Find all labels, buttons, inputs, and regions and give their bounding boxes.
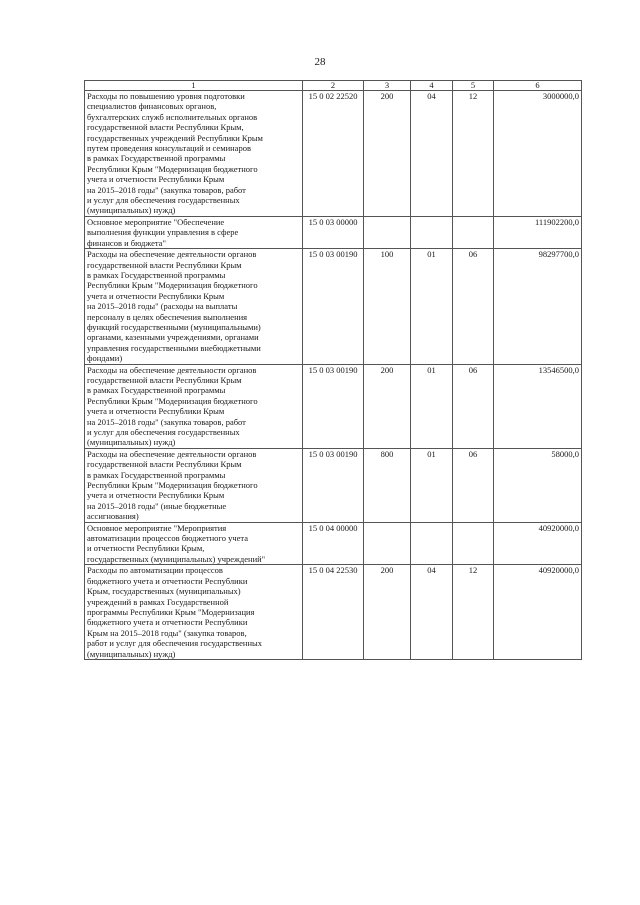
table-row: [85, 522, 582, 565]
row-code: 15 0 04 00000: [303, 522, 364, 565]
table-row: [85, 448, 582, 522]
table-row: [85, 249, 582, 364]
row-description: Расходы на обеспечение деятельности органов государственной власти Республики Крым в рамках Государственной программы Республики Крым "Модернизация бюджетного учета и отчетности Республики Крым на 2015–2018 годы" (иные бюджетные ассигнования): [85, 448, 303, 522]
table-row: [85, 216, 582, 248]
row-col4: 01: [411, 448, 453, 522]
row-col4: [411, 522, 453, 565]
row-col3: 800: [364, 448, 411, 522]
header-row: [85, 81, 582, 91]
row-col4: 01: [411, 364, 453, 448]
column-header: 2: [303, 81, 364, 91]
column-header: 4: [411, 81, 453, 91]
row-col5: [453, 522, 494, 565]
row-col3: [364, 216, 411, 248]
row-col5: 12: [453, 565, 494, 660]
column-header: 1: [85, 81, 303, 91]
row-amount: 98297700,0: [494, 249, 582, 364]
row-amount: 3000000,0: [494, 91, 582, 217]
row-code: 15 0 03 00190: [303, 448, 364, 522]
row-code: 15 0 03 00190: [303, 249, 364, 364]
row-col3: [364, 522, 411, 565]
row-description: Расходы по автоматизации процессов бюджетного учета и отчетности Республики Крым, государственных (муниципальных) учреждений в рамках Государственной программы Республики Крым "Модернизация бюджетного учета и отчетности Республики Крым на 2015–2018 годы" (закупка товаров, работ и услуг для обеспечения государственных (муниципальных) нужд): [85, 565, 303, 660]
row-amount: 58000,0: [494, 448, 582, 522]
row-description: Основное мероприятие "Мероприятия автоматизации процессов бюджетного учета и отчетности Республики Крым, государственных (муниципальных) учреждений": [85, 522, 303, 565]
row-amount: 13546500,0: [494, 364, 582, 448]
column-header: 5: [453, 81, 494, 91]
row-col3: 200: [364, 364, 411, 448]
row-description: Основное мероприятие "Обеспечение выполнения функции управления в сфере финансов и бюджета": [85, 216, 303, 248]
table-row: [85, 91, 582, 217]
column-header: 6: [494, 81, 582, 91]
row-col4: 01: [411, 249, 453, 364]
row-col4: 04: [411, 91, 453, 217]
row-col5: 12: [453, 91, 494, 217]
row-col3: 200: [364, 91, 411, 217]
row-amount: 40920000,0: [494, 522, 582, 565]
row-col3: 100: [364, 249, 411, 364]
row-col4: 04: [411, 565, 453, 660]
row-col5: 06: [453, 249, 494, 364]
row-description: Расходы по повышению уровня подготовки специалистов финансовых органов, бухгалтерских служб исполнительных органов государственной власти Республики Крым, государственных учреждений Республики Крым путем проведения консультаций и семинаров в рамках Государственной программы Республики Крым "Модернизация бюджетного учета и отчетности Республики Крым на 2015–2018 годы" (закупка товаров, работ и услуг для обеспечения государственных (муниципальных) нужд): [85, 91, 303, 217]
row-col4: [411, 216, 453, 248]
budget-table: [84, 80, 582, 660]
row-amount: 40920000,0: [494, 565, 582, 660]
row-amount: 111902200,0: [494, 216, 582, 248]
row-code: 15 0 04 22530: [303, 565, 364, 660]
row-code: 15 0 02 22520: [303, 91, 364, 217]
row-col5: [453, 216, 494, 248]
page-number: 28: [314, 56, 326, 68]
row-code: 15 0 03 00000: [303, 216, 364, 248]
table-row: [85, 565, 582, 660]
table-row: [85, 364, 582, 448]
row-col5: 06: [453, 448, 494, 522]
row-col5: 06: [453, 364, 494, 448]
row-code: 15 0 03 00190: [303, 364, 364, 448]
column-header: 3: [364, 81, 411, 91]
row-col3: 200: [364, 565, 411, 660]
row-description: Расходы на обеспечение деятельности органов государственной власти Республики Крым в рамках Государственной программы Республики Крым "Модернизация бюджетного учета и отчетности Республики Крым на 2015–2018 годы" (расходы на выплаты персоналу в целях обеспечения выполнения функций государственными (муниципальными) органами, казенными учреждениями, органами управления государственными внебюджетными фондами): [85, 249, 303, 364]
row-description: Расходы на обеспечение деятельности органов государственной власти Республики Крым в рамках Государственной программы Республики Крым "Модернизация бюджетного учета и отчетности Республики Крым на 2015–2018 годы" (закупка товаров, работ и услуг для обеспечения государственных (муниципальных) нужд): [85, 364, 303, 448]
